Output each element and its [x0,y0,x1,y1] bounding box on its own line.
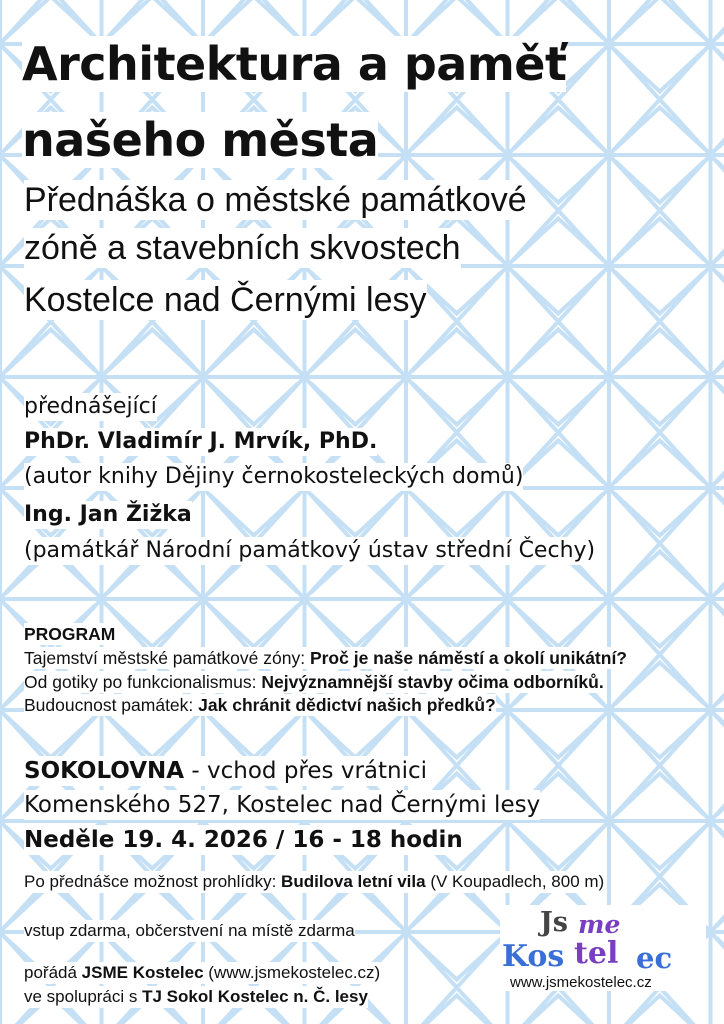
subtitle-line3: Kostelce nad Černými lesy [24,281,427,319]
subtitle-line1: Přednáška o městské památkové [24,181,527,219]
speaker2-name: Ing. Jan Žižka [24,502,192,527]
logo-word-kos: Kos [502,939,565,974]
logo-word-tel: tel [574,936,619,971]
program-item: Budoucnost památek: Jak chránit dědictví našich předků? [24,695,496,715]
admission-text: vstup zdarma, občerstvení na místě zdarma [24,921,355,940]
program-item: Od gotiky po funkcionalismus: Nejvýznamnější stavby očima odborníků. [24,672,604,692]
partner-line: ve spolupráci s TJ Sokol Kostelec n. Č. lesy [24,987,368,1006]
lecturers-label: přednášející [24,394,157,419]
program-heading: PROGRAM [24,624,116,644]
tour-place: Budilova letní vila [281,872,426,891]
organizer-line: pořádá JSME Kostelec (www.jsmekostelec.cz) [24,963,381,982]
logo-word-js: Js [540,907,568,938]
venue-entrance: - vchod přes vrátnici [191,758,428,784]
logo-word-ec: ec [636,941,673,975]
speaker2-note: (památkář Národní památkový ústav střední Čechy) [24,538,596,563]
event-datetime: Neděle 19. 4. 2026 / 16 - 18 hodin [24,827,463,853]
subtitle-line2: zóně a stavebních skvostech [24,229,461,267]
logo-url: www.jsmekostelec.cz [510,974,652,991]
jsme-kostelec-logo [500,905,706,991]
speaker1-name: PhDr. Vladimír J. Mrvík, PhD. [24,429,378,454]
page-title-line2: našeho města [22,113,379,167]
venue-name: SOKOLOVNA [24,758,185,784]
speaker1-note: (autor knihy Dějiny černokosteleckých domů) [24,464,524,489]
venue-address: Komenského 527, Kostelec nad Černými lesy [24,792,541,818]
program-item: Tajemství městské památkové zóny: Proč je naše náměstí a okolí unikátní? [24,648,627,668]
venue-line [24,756,427,786]
logo-word-me: me [578,910,621,939]
tour-line: Po přednášce možnost prohlídky: Budilova letní vila (V Koupadlech, 800 m) [24,872,605,891]
page-title-line1: Architektura a paměť [22,37,567,91]
